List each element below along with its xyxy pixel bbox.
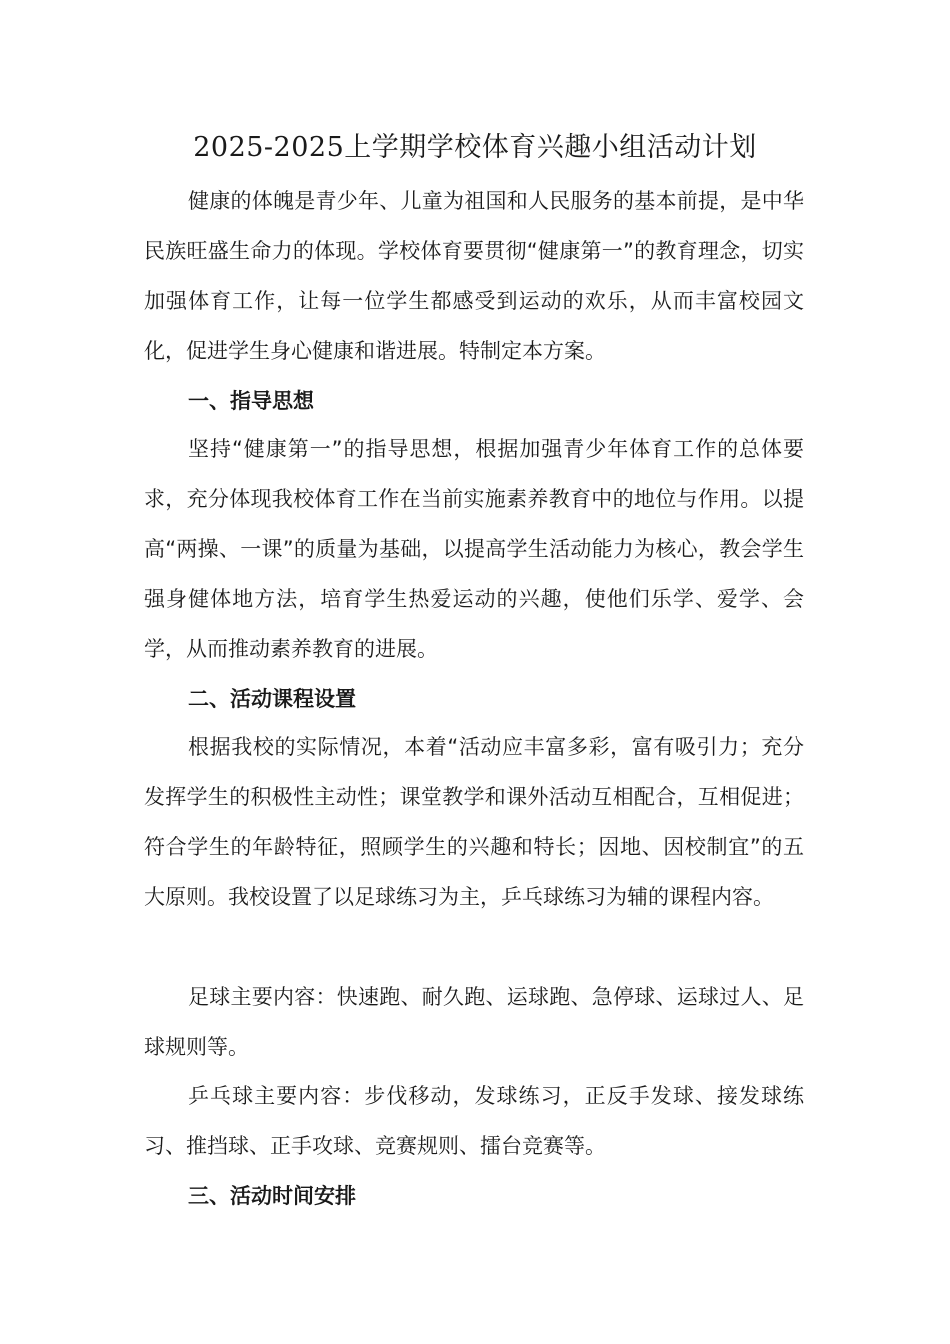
course-settings-paragraph: 根据我校的实际情况，本着“活动应丰富多彩，富有吸引力；充分发挥学生的积极性主动性；课堂教学和课外活动互相配合，互相促进；符合学生的年龄特征，照顾学生的兴趣和特长；因地、因校制宜”的五大原则。我校设置了以足球练习为主，乒乓球练习为辅的课程内容。	[144, 735, 804, 909]
section-heading-course-settings: 二、活动课程设置	[188, 687, 356, 711]
intro-paragraph: 健康的体魄是青少年、儿童为祖国和人民服务的基本前提，是中华民族旺盛生命力的体现。学校体育要贯彻“健康第一”的教育理念，切实加强体育工作，让每一位学生都感受到运动的欢乐，从而丰富校园文化，促进学生身心健康和谐进展。特制定本方案。	[144, 189, 804, 363]
section-heading-schedule: 三、活动时间安排	[188, 1184, 356, 1208]
section-heading-guiding-ideology: 一、指导思想	[188, 389, 314, 413]
football-content-paragraph: 足球主要内容：快速跑、耐久跑、运球跑、急停球、运球过人、足球规则等。	[144, 985, 804, 1059]
guiding-ideology-paragraph: 坚持“健康第一”的指导思想，根据加强青少年体育工作的总体要求，充分体现我校体育工作在当前实施素养教育中的地位与作用。以提高“两操、一课”的质量为基础，以提高学生活动能力为核心，教会学生强身健体地方法，培育学生热爱运动的兴趣，使他们乐学、爱学、会学，从而推动素养教育的进展。	[144, 437, 804, 661]
pingpong-content-paragraph: 乒乓球主要内容：步伐移动，发球练习，正反手发球、接发球练习、推挡球、正手攻球、竞赛规则、擂台竞赛等。	[144, 1084, 804, 1158]
document-title: 2025-2025上学期学校体育兴趣小组活动计划	[193, 132, 757, 163]
